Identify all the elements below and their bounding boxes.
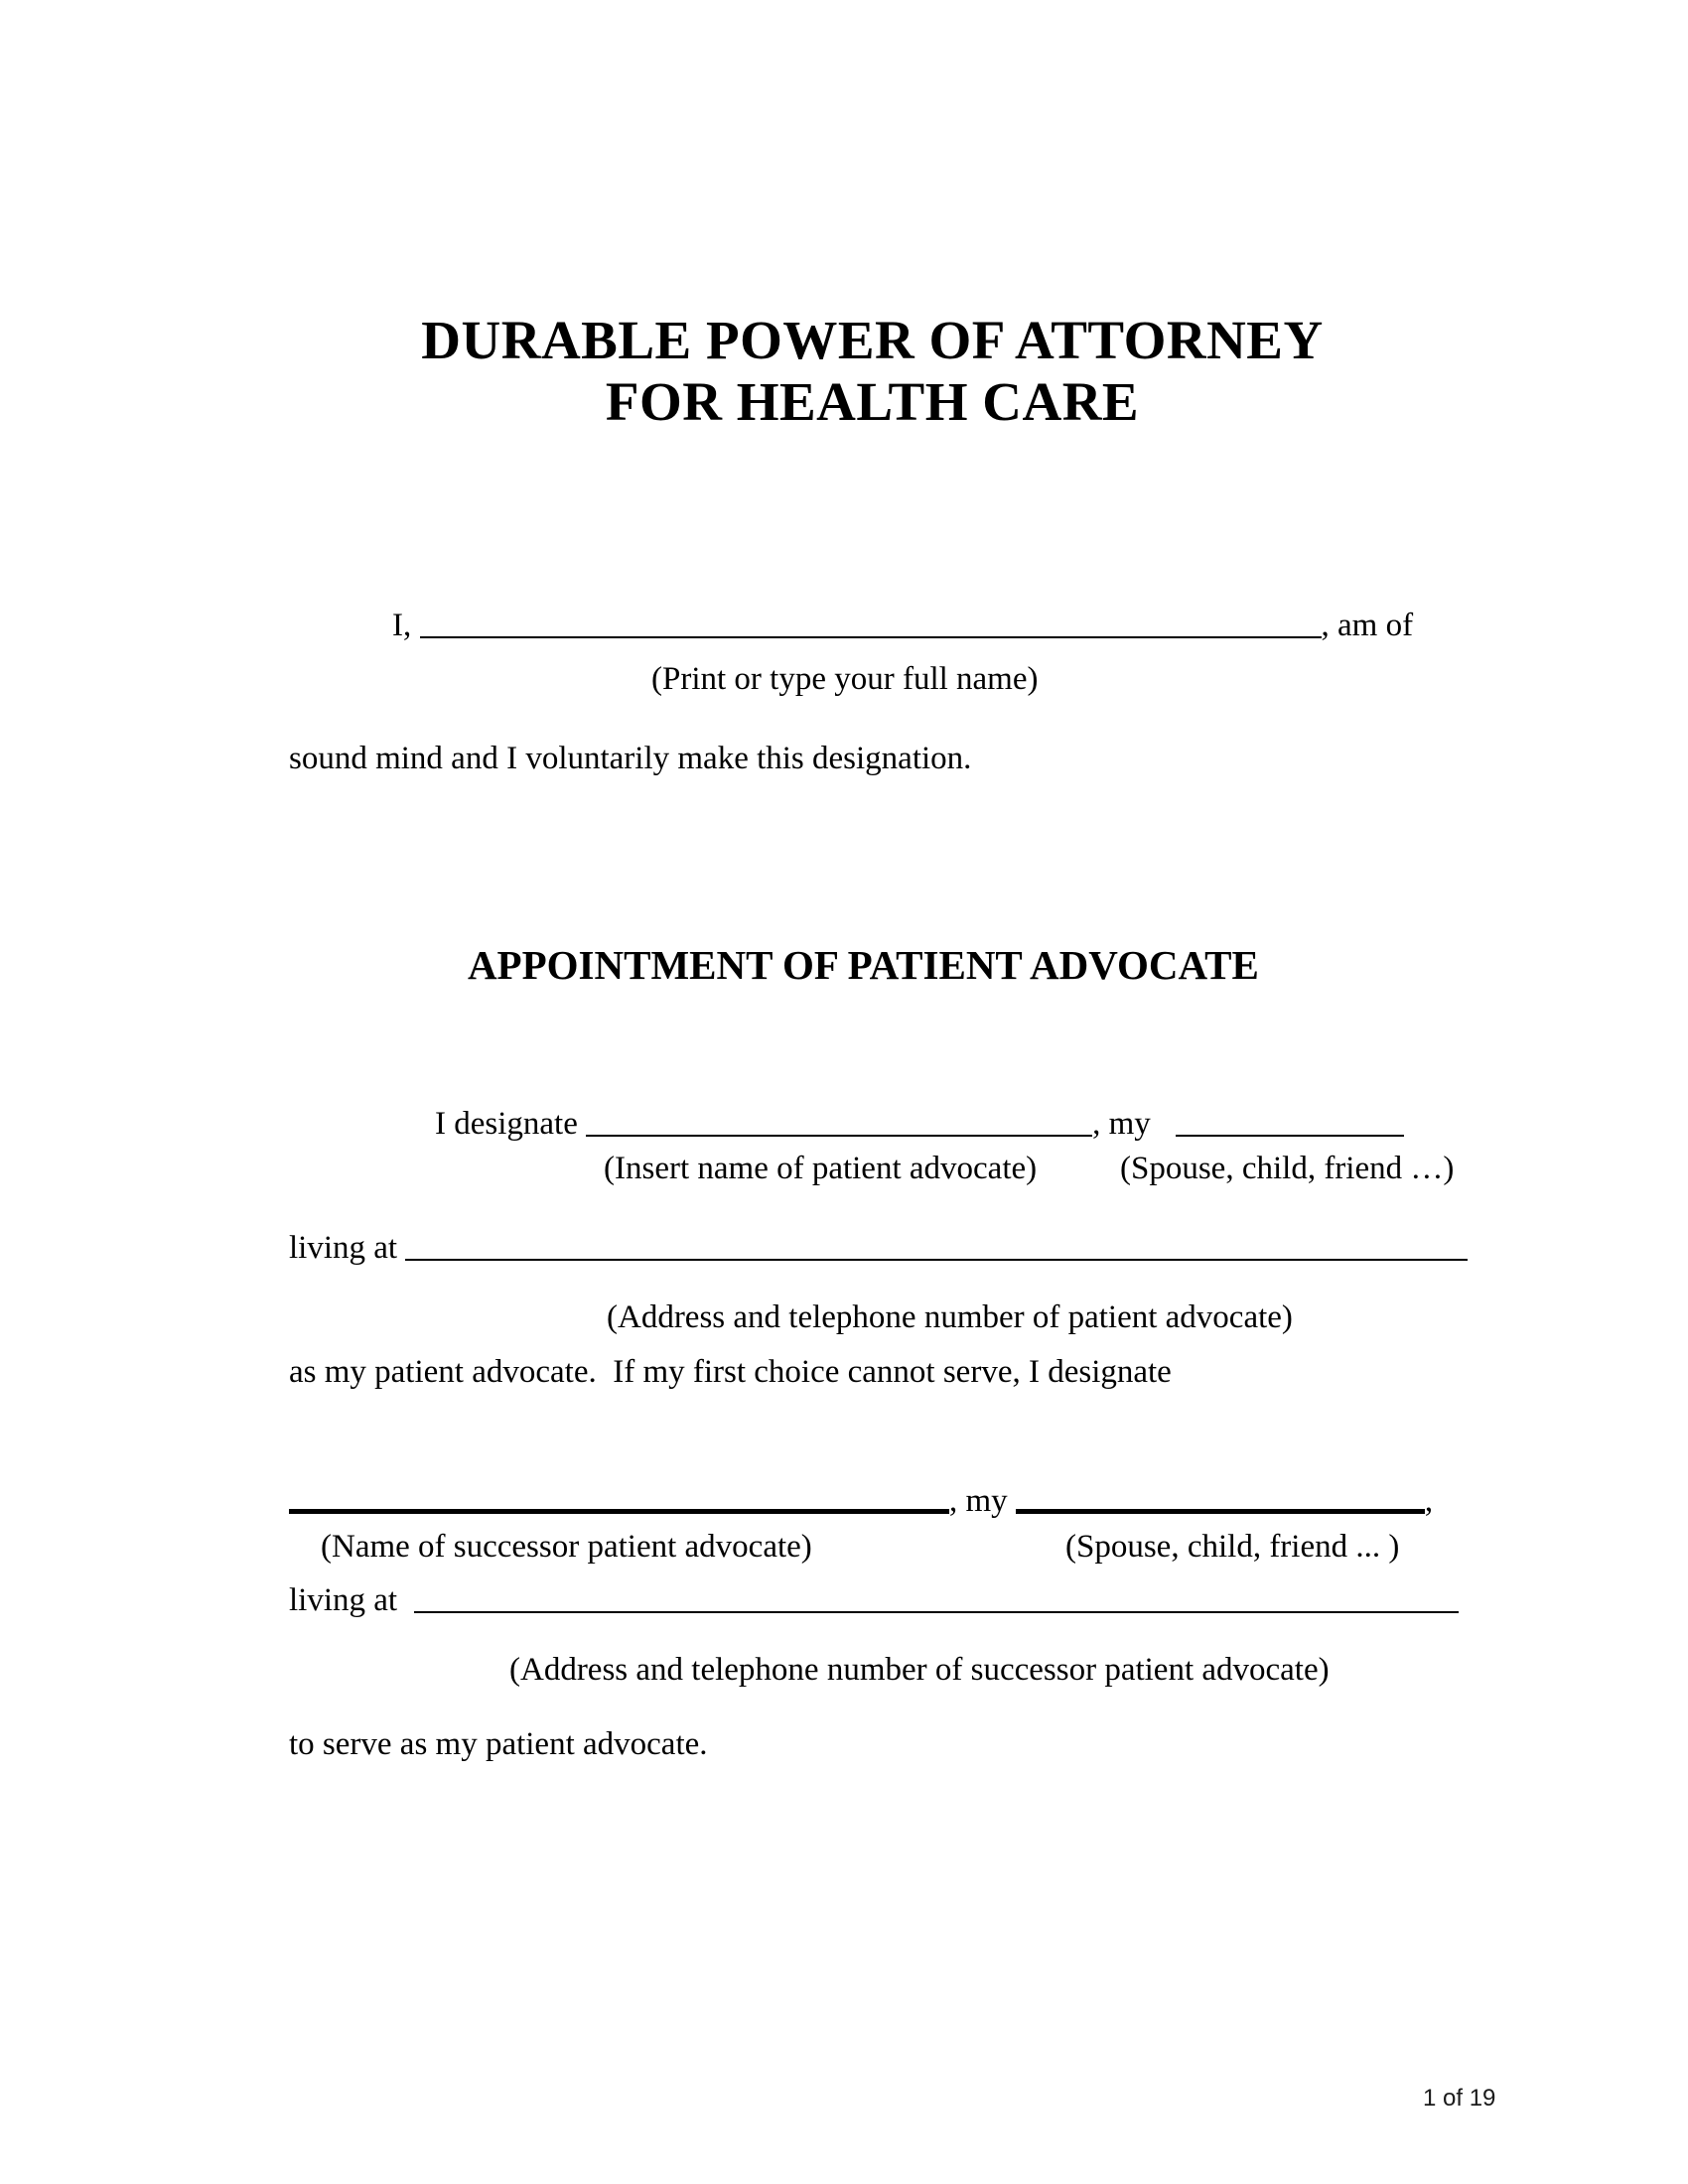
- successor-relation-caption: (Spouse, child, friend ... ): [1065, 1529, 1400, 1565]
- document-title-line2: [0, 310, 1688, 494]
- title-text-1: DURABLE POWER OF ATTORNEY: [421, 310, 1324, 370]
- successor-mid: , my: [949, 1483, 1008, 1519]
- sound-mind-text: sound mind and I voluntarily make this designation.: [289, 741, 972, 776]
- principal-name-caption: (Print or type your full name): [651, 661, 1039, 697]
- advocate-relation-caption: (Spouse, child, friend …): [1120, 1151, 1455, 1186]
- closing-text: to serve as my patient advocate.: [289, 1726, 708, 1762]
- successor-name-caption: (Name of successor patient advocate): [321, 1529, 812, 1565]
- title-text-2: FOR HEALTH CARE: [605, 371, 1140, 432]
- appointment-heading-row: [0, 905, 1688, 1024]
- appointment-heading: APPOINTMENT OF PATIENT ADVOCATE: [467, 942, 1259, 988]
- page-number-text: 1 of 19: [1423, 2085, 1496, 2112]
- living-at-label-1: living at: [289, 1230, 398, 1266]
- successor-address-caption: (Address and telephone number of successor patient advocate): [509, 1652, 1330, 1688]
- closing-row: [256, 1685, 708, 1804]
- first-choice-text: as my patient advocate. If my first choice cannot serve, I designate: [289, 1354, 1172, 1390]
- page-number: [1423, 2085, 1495, 2113]
- principal-name-prefix: I,: [392, 608, 412, 643]
- advocate-address-caption: (Address and telephone number of patient advocate): [607, 1299, 1293, 1335]
- living-at-label-2: living at: [289, 1582, 398, 1618]
- sound-mind-row: [256, 699, 971, 818]
- designate-mid: , my: [1092, 1106, 1151, 1142]
- first-choice-row: [256, 1312, 1172, 1432]
- designate-prefix: I designate: [435, 1106, 578, 1142]
- principal-name-suffix: , am of: [1321, 608, 1414, 643]
- advocate-name-caption: (Insert name of patient advocate): [604, 1151, 1038, 1186]
- successor-trailing-comma: ,: [1424, 1483, 1434, 1519]
